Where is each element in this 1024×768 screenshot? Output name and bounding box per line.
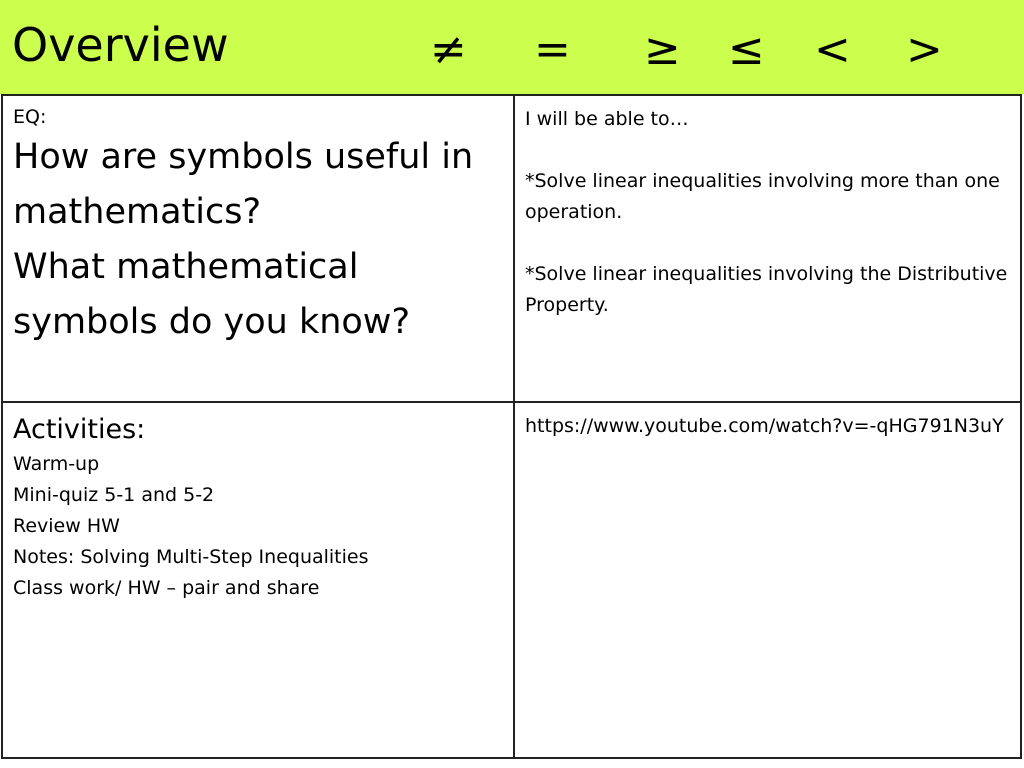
greater-than-symbol: > [906, 24, 943, 75]
eq-question-2: What mathematical symbols do you know? [13, 247, 411, 342]
activities-heading: Activities: [13, 414, 146, 445]
spacer [525, 228, 1015, 259]
equal-symbol: = [534, 24, 571, 75]
not-equal-symbol: ≠ [430, 24, 467, 75]
spacer [525, 135, 1015, 166]
greater-equal-symbol: ≥ [644, 24, 681, 75]
less-than-symbol: < [814, 24, 851, 75]
goal-item-2: *Solve linear inequalities involving the Distributive Property. [525, 263, 1008, 316]
slide-title: Overview [12, 18, 229, 72]
essential-question-cell [13, 104, 508, 350]
goals-intro: I will be able to… [525, 108, 689, 130]
learning-goals-cell [525, 104, 1015, 321]
eq-question-1: How are symbols useful in mathematics? [13, 137, 474, 232]
video-link[interactable]: https://www.youtube.com/watch?v=-qHG791N3uY [525, 415, 1004, 437]
activity-item: Review HW [13, 515, 120, 537]
less-equal-symbol: ≤ [728, 24, 765, 75]
goal-item-1: *Solve linear inequalities involving more than one operation. [525, 170, 1000, 223]
activities-cell [13, 411, 508, 604]
symbol-row [430, 24, 970, 84]
overview-table [1, 94, 1022, 759]
eq-label: EQ: [13, 106, 47, 128]
column-divider [513, 96, 515, 757]
activity-item: Mini-quiz 5-1 and 5-2 [13, 484, 215, 506]
row-divider [3, 401, 1020, 403]
activity-item: Class work/ HW – pair and share [13, 577, 320, 599]
resource-cell [525, 411, 1015, 442]
title-bar [0, 0, 1024, 94]
activity-item: Notes: Solving Multi-Step Inequalities [13, 546, 369, 568]
activity-item: Warm-up [13, 453, 100, 475]
